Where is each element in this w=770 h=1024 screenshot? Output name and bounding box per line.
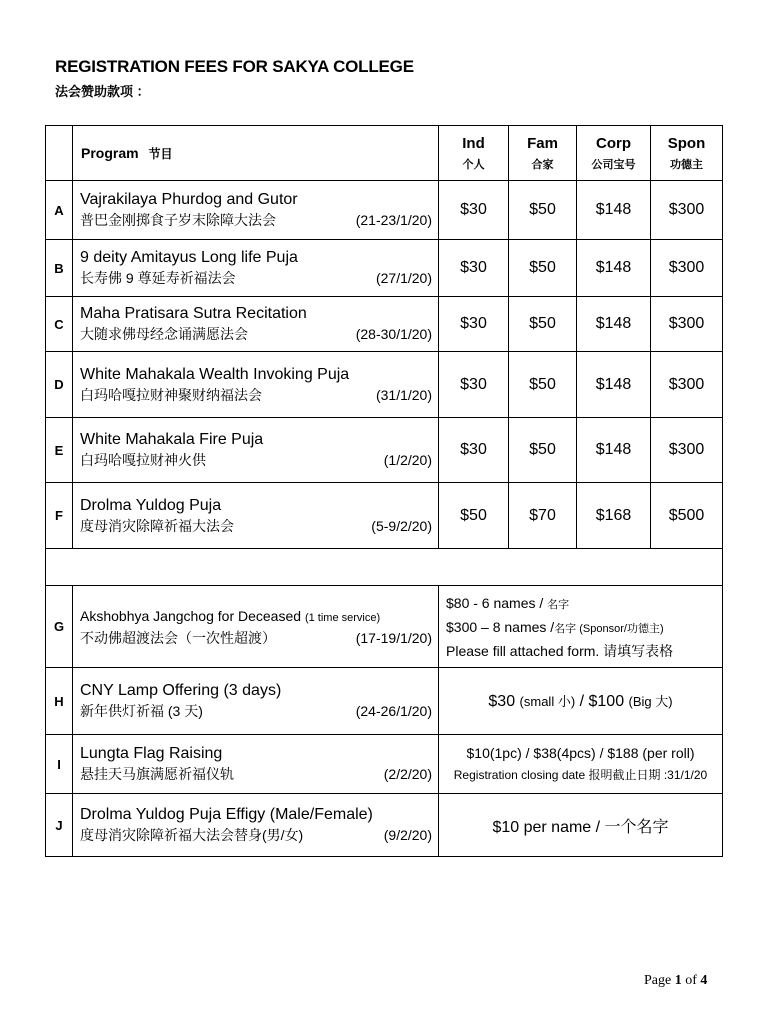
page-total: 4 <box>700 973 708 988</box>
header-fam-cell <box>509 126 577 181</box>
row-code: H <box>46 668 73 735</box>
fee-line-2: Registration closing date 报明截止日期 :31/1/20 <box>453 768 708 782</box>
row-code: B <box>46 240 73 297</box>
price-ind: $30 <box>439 240 509 297</box>
price-corp: $148 <box>577 352 651 418</box>
table-header-row <box>46 126 723 181</box>
table-row <box>46 418 723 483</box>
spacer-cell <box>46 549 723 586</box>
program-name-zh: 白玛哈嘎拉财神聚财纳福法会 <box>80 386 262 403</box>
program-name-zh: 普巴金刚掷食子岁末除障大法会 <box>80 212 276 228</box>
header-spon-en: Spon <box>667 134 706 152</box>
header-ind-zh: 个人 <box>462 158 485 171</box>
program-date: (1/2/20) <box>383 452 432 468</box>
row-code: C <box>46 297 73 352</box>
program-cell <box>73 794 439 857</box>
program-name-en <box>80 606 432 628</box>
row-code: A <box>46 181 73 240</box>
program-name-en: Lungta Flag Raising <box>80 745 223 762</box>
program-date: (31/1/20) <box>375 386 432 403</box>
fee-small-label: (small 小) <box>519 694 576 709</box>
program-cell <box>73 586 439 668</box>
program-name-en: White Mahakala Wealth Invoking Puja <box>80 365 350 383</box>
price-corp: $148 <box>577 181 651 240</box>
program-name-zh: 长寿佛 9 尊延寿祈福法会 <box>80 270 236 286</box>
program-name-en: CNY Lamp Offering (3 days) <box>80 682 282 699</box>
price-fam: $50 <box>509 181 577 240</box>
program-name-zh: 不动佛超渡法会（一次性超渡） <box>80 629 276 646</box>
fee-line-2-c: (Sponsor/功德主) <box>579 622 664 635</box>
table-row <box>46 297 723 352</box>
price-corp: $168 <box>577 483 651 549</box>
table-row <box>46 181 723 240</box>
header-corp-cell <box>577 126 651 181</box>
program-note: (1 time service) <box>304 611 381 624</box>
price-spon: $300 <box>651 240 723 297</box>
program-name-zh: 悬挂天马旗满愿祈福仪轨 <box>80 766 234 782</box>
of-word: of <box>685 973 697 988</box>
program-name-en: Drolma Yuldog Puja <box>80 496 222 514</box>
program-date: (2/2/20) <box>383 766 432 782</box>
program-name-en: 9 deity Amitayus Long life Puja <box>80 249 298 266</box>
header-fam-en: Fam <box>527 134 558 152</box>
program-name-en: Drolma Yuldog Puja Effigy (Male/Female) <box>80 806 373 823</box>
header-fam-zh: 合家 <box>531 158 554 171</box>
price-corp: $148 <box>577 240 651 297</box>
price-ind: $30 <box>439 352 509 418</box>
fee-cell: $10 per name / 一个名字 <box>439 794 723 857</box>
row-code: F <box>46 483 73 549</box>
page-word: Page <box>644 973 672 988</box>
row-code: J <box>46 794 73 857</box>
header-ind-en: Ind <box>462 134 485 152</box>
price-fam: $50 <box>509 418 577 483</box>
table-row <box>46 483 723 549</box>
fee-big-price: / $100 <box>575 693 629 710</box>
row-code: G <box>46 586 73 668</box>
program-date: (5-9/2/20) <box>371 517 432 534</box>
fee-line-2-b: 名字 <box>554 622 580 635</box>
row-code: D <box>46 352 73 418</box>
program-name-zh: 度母消灾除障祈福大法会 <box>80 517 234 534</box>
price-ind: $30 <box>439 297 509 352</box>
price-fam: $50 <box>509 240 577 297</box>
header-program-cell <box>73 126 439 181</box>
fee-line-2-a: $300 – 8 names / <box>446 618 555 635</box>
program-name-en: Maha Pratisara Sutra Recitation <box>80 305 307 322</box>
fee-small-price: $30 <box>488 693 520 710</box>
program-cell <box>73 735 439 794</box>
price-spon: $300 <box>651 418 723 483</box>
fees-table <box>45 125 723 857</box>
table-row <box>46 794 723 857</box>
program-cell <box>73 483 439 549</box>
spacer-row <box>46 549 723 586</box>
fee-big-label: (Big 大) <box>628 694 673 709</box>
header-code-cell <box>46 126 73 181</box>
program-date: (9/2/20) <box>383 827 432 843</box>
program-date: (27/1/20) <box>375 270 432 286</box>
table-row <box>46 352 723 418</box>
program-name-en-text: Akshobhya Jangchog for Deceased <box>80 607 302 624</box>
header-program-en: Program <box>81 144 139 161</box>
program-date: (21-23/1/20) <box>355 212 432 228</box>
price-fam: $50 <box>509 297 577 352</box>
row-code: E <box>46 418 73 483</box>
price-spon: $300 <box>651 297 723 352</box>
program-cell <box>73 297 439 352</box>
price-spon: $300 <box>651 181 723 240</box>
fee-line-1: $10(1pc) / $38(4pcs) / $188 (per roll) <box>466 745 695 761</box>
price-fam: $70 <box>509 483 577 549</box>
header-ind-cell <box>439 126 509 181</box>
table-row <box>46 735 723 794</box>
fee-cell <box>439 586 723 668</box>
header-spon-zh: 功德主 <box>670 158 703 171</box>
price-fam: $50 <box>509 352 577 418</box>
price-spon: $500 <box>651 483 723 549</box>
header-corp-zh: 公司宝号 <box>591 158 636 171</box>
price-corp: $148 <box>577 418 651 483</box>
program-date: (17-19/1/20) <box>355 629 432 646</box>
fee-line-2 <box>446 616 716 640</box>
program-name-zh: 新年供灯祈福 (3 天) <box>80 703 203 719</box>
program-name-en: Vajrakilaya Phurdog and Gutor <box>80 191 298 208</box>
page-subtitle: 法会赞助款项 ： <box>55 84 150 99</box>
program-name-zh: 度母消灾除障祈福大法会替身(男/女) <box>80 827 304 843</box>
header-program-zh: 节目 <box>148 146 173 161</box>
page-footer <box>644 973 707 989</box>
fee-cell <box>439 735 723 794</box>
price-ind: $30 <box>439 418 509 483</box>
table-row <box>46 240 723 297</box>
price-ind: $50 <box>439 483 509 549</box>
price-spon: $300 <box>651 352 723 418</box>
page-number: 1 <box>674 973 682 988</box>
program-name-en: White Mahakala Fire Puja <box>80 431 264 448</box>
row-code: I <box>46 735 73 794</box>
fee-cell <box>439 668 723 735</box>
table-row <box>46 586 723 668</box>
fee-line-3: Please fill attached form. 请填写表格 <box>446 642 674 659</box>
fee-line-1-b: 名字 <box>547 598 570 611</box>
fee-line-1 <box>446 592 716 616</box>
program-date: (24-26/1/20) <box>355 703 432 719</box>
program-cell <box>73 181 439 240</box>
program-cell <box>73 668 439 735</box>
program-date: (28-30/1/20) <box>355 326 432 342</box>
price-corp: $148 <box>577 297 651 352</box>
program-cell <box>73 418 439 483</box>
page-title: REGISTRATION FEES FOR SAKYA COLLEGE <box>55 57 414 76</box>
header-corp-en: Corp <box>596 134 631 152</box>
program-name-zh: 白玛哈嘎拉财神火供 <box>80 452 206 468</box>
table-row <box>46 668 723 735</box>
program-cell <box>73 352 439 418</box>
program-cell <box>73 240 439 297</box>
price-ind: $30 <box>439 181 509 240</box>
header-spon-cell <box>651 126 723 181</box>
fee-line-1-a: $80 - 6 names / <box>446 594 548 611</box>
program-name-zh: 大随求佛母经念诵满愿法会 <box>80 326 248 342</box>
